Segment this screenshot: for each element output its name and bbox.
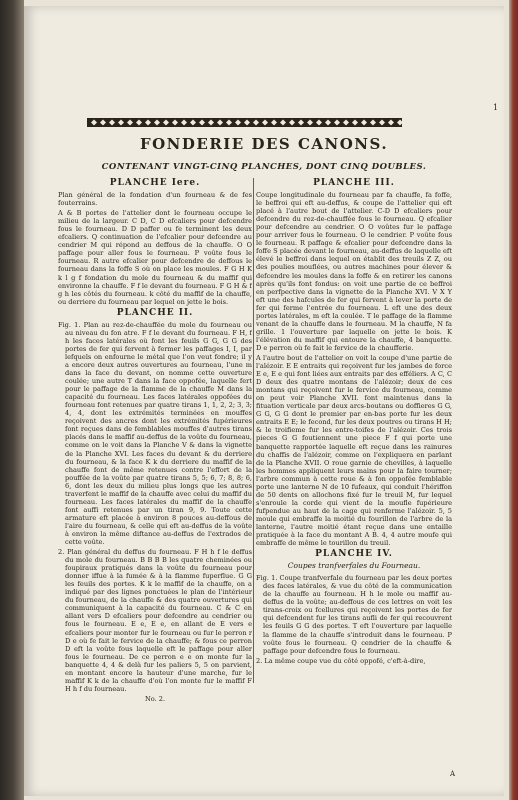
column-divider xyxy=(253,178,254,683)
book-page xyxy=(24,6,504,796)
catchword: A xyxy=(450,770,456,778)
planche-4-heading: PLANCHE IV. xyxy=(315,549,393,560)
planche-1-heading: PLANCHE Iere. xyxy=(109,178,201,188)
page-number: 1 xyxy=(493,103,499,112)
page-subtitle: CONTENANT VINGT-CINQ PLANCHES, DONT CINQ DOUBLES. xyxy=(101,162,427,172)
left-column xyxy=(58,176,252,776)
planche-1-intro: Plan général de la fondation d'un fourneau & de fes fouterrains. xyxy=(58,191,252,208)
planche-2-heading: PLANCHE II. xyxy=(116,307,194,318)
page-edge xyxy=(509,0,518,800)
binding-shadow xyxy=(0,0,24,800)
page-title: FONDERIE DES CANONS. xyxy=(139,135,389,153)
signature-mark: No. 2. xyxy=(144,694,166,703)
planche-3-heading: PLANCHE III. xyxy=(313,178,395,188)
planche-1-text: A & B portes de l'attelier dont le fourneau occupe le milieu de la largeur. C D, C D efcaliers pour defcendre fous le fourneau. D D paffer ou fe terminent les deux efcaliers. Q continuation de l'efcalier pour defcendre au cendrier M qui répond au deffous de la chauffe. O O paffage pour aller fous le fourneau. P voûte fous le fourneau. R autre efcalier pour defcendre de deffous le fourneau dans la foffe S où on place les moules. F G H K k l g f fondation du mole du fourneau & du maffif qui environne la chauffe. F f le devant du fourneau. F G H & f g h les côtés du fourneau. k côté du maffif de la chauffe, ou derriere du fourneau par lequel on jette le bois. xyxy=(58,209,252,306)
decorative-border-ornament xyxy=(87,118,402,127)
planche-3-alezoir: A l'autre bout de l'attelier on voit la coupe d'une partie de l'alézoir. E E entraits qui reçoivent fur les jambes de force E e, E e qui font liées aux entraits par des efféliers. A C, C D deux des quatre montans de l'alézoir; deux de ces montans qui reçoivent fur le fervice du fourneau, comme on peut voir Planche XVII. font maintenus dans la fituation verticale par deux arcs-boutans ou doffieres G G, G G, G G dont le premier par en-bas porte fur les deux entraits E E; le fecond, fur les deux poutres ou tirans H H; & le troifieme fur les entre-toifes de l'alézoir. Ces trois pieces G G foutiennent une piece F f qui porte une banquette rapportée laquelle eft reçue dans les rainures du chaffis de l'alézoir, comme on l'expliquera en parlant de la Planche XVII. O roue garnie de chevilles, à laquelle les hommes appliquent leurs mains pour la faire tourner; l'arbre commun à cette roue & à fon oppofée femblable porte une lanterne N de 10 fufeaux, qui conduit l'hériffon de 50 dents on allochons fixé fur le treuil M, fur lequel s'enroule la corde qui vient de la moufle fupérieure fufpendue au haut de la cage qui renferme l'alézoir. 5, 5 moule qui embraffe la moitié du fourillon de l'arbre de la lanterne, l'autre moitié étant reçue dans une entaille pratiquée à la face du montant A B. 4, 4 autre moufe qui embraffe de même le tourillon du treuil. xyxy=(256,353,452,548)
planche-4-fig-2: 2. La même coupe vue du côté oppofé, c'eft-à-dire, xyxy=(256,656,426,665)
planche-4-fig-1: Fig. 1. Coupe tranfverfale du fourneau par les deux portes des faces latérales, & vue du côté de la communication de la chauffe au fourneau. H h le mole ou maffif au-deffus de la voûte; au-deffous de ces lettres on voit les tirans-croix ou fcellures qui reçoivent les portes de fer qui defcendent fur les tirans aufli de fer qui recouvrent les feuils G G des portes. T eft l'ouverture par laquelle la flamme de la chauffe s'introduit dans le fourneau. P voûte fous le fourneau. Q cendrier de la chauffe & paffage pour defcendre fous le fourneau. xyxy=(256,574,452,655)
planche-2-fig-1: Fig. 1. Plan au rez-de-chauffée du mole du fourneau ou au niveau du fon atre. F f le devant du fourneau. F H, f h les faces latérales où font les feuils G G, G G des portes de fer qui fervent à fermer les paffages I, I, par lefquels on enfourne le métal que l'on veut fondre; il y a encore deux autres ouvertures au fourneau, l'une m dans la face du devant, on nomme cette ouverture coulée; une autre T dans la face oppofée, laquelle fert pour le paffage de la flamme de la chauffe M dans la capacité du fourneau. Les faces latérales oppofées du fourneau font retenues par quatre tirans 1, 1, 2, 2; 3, 3; 4, 4, dont les extrémités terminées en mouffes reçoivent des ancres dont les extrémités fupérieures font reçues dans de femblables mouffes d'autres tirans placés dans le maffif au-deffus de la voûte du fourneau, comme on le voit dans la Planche V & dans la vignette de la Planche XVI. Les faces du devant & du derriere du fourneau, & la face K k du derriere du maffif de la chauffe font de même retenues contre l'effort de la pouffée de la voûte par quatre tirans 5, 5; 6, 7; 8, 8; 6, 6, dont les deux du milieu plus longs que les autres traverfent le maffif de la chauffe avec celui du maffif du fourneau. Les faces latérales du maffif de la chauffe font auffi retenues par un tiran 9, 9. Toute cette armature eft placée à environ 8 pouces au-deffous de l'aire du fourneau, & celle qui eft au-deffus de la voûte à environ la même diftance au-deffus de l'extrados de cette voûte. xyxy=(58,320,252,547)
right-column xyxy=(256,176,452,766)
planche-4-subheading: Coupes tranfverfales du Fourneau. xyxy=(287,561,421,571)
planche-2-fig-2: 2. Plan général du deffus du fourneau. F H h f le deffus du mole du fourneau. B B B B les quatre cheminées ou foupiraux pratiqués dans la voûte du fourneau pour donner iffue à la fumée & à la flamme fuperflue. G G les feuils des portes. K k le maffif de la chauffe, on a indiqué par des lignes ponctuées le plan de l'intérieur du fourneau, de la chauffe & des quatre ouvertures qui communiquent à la capacité du fourneau. C & C en allant vers D efcaliers pour defcendre au cendrier ou fous le fourneau. E e, E e, en allant de E vers e efcaliers pour monter fur le fourneau ou fur le perron r D e où fe fait le fervice de la chauffe; & fous ce perron D eft la voûte fous laquelle eft le paffage pour aller fous le fourneau. De ce perron e e on monte fur la banquette 4, 4 & delà fur les paliers 5, 5 on parvient, en montant encore la hauteur d'une marche, fur le maffif K k de la chauffe d'où l'on monte fur le maffif F H h f du fourneau. xyxy=(58,548,252,693)
planche-3-text: Coupe longitudinale du fourneau par fa chauffe, fa foffe, le beffroi qui eft au-deffus, & coupe de l'attelier qui eft placé à l'autre bout de l'attelier. C-D D efcaliers pour defcendre du rez-de-chauffée fous le fourneau. Q efcalier pour defcendre au cendrier. O O voûtes fur le paffage pour arriver fous le fourneau. O le cendrier. P voûte fous le fourneau. R paffage & efcalier pour defcendre dans la foffe S placée devant le fourneau, au-deffus de laquelle eft élevé le beffroi dans lequel on établit des treuils Z Z, ou des poulies mouflées, ou autres machines pour élever & defcendre les moules dans la foffe & en retirer les canons après qu'ils font fondus: on voit une partie de ce beffroi en perfpective dans la vignette de la Planche XVI. V X Y eft une des hafcules de fer qui fervent à lever la porte de fer qui ferme l'entrée du fourneau. L eft une des deux portes latérales, m eft la coulée. T le paffage de la flamme venant de la chauffe dans le fourneau. M la chauffe, N fa grille. 1 l'ouverture par laquelle on jette le bois. K l'élévation du maffif qui entoure la chauffe, 4 banquette. D e perron où fe fait le fervice de la chaufferie. xyxy=(256,191,452,352)
